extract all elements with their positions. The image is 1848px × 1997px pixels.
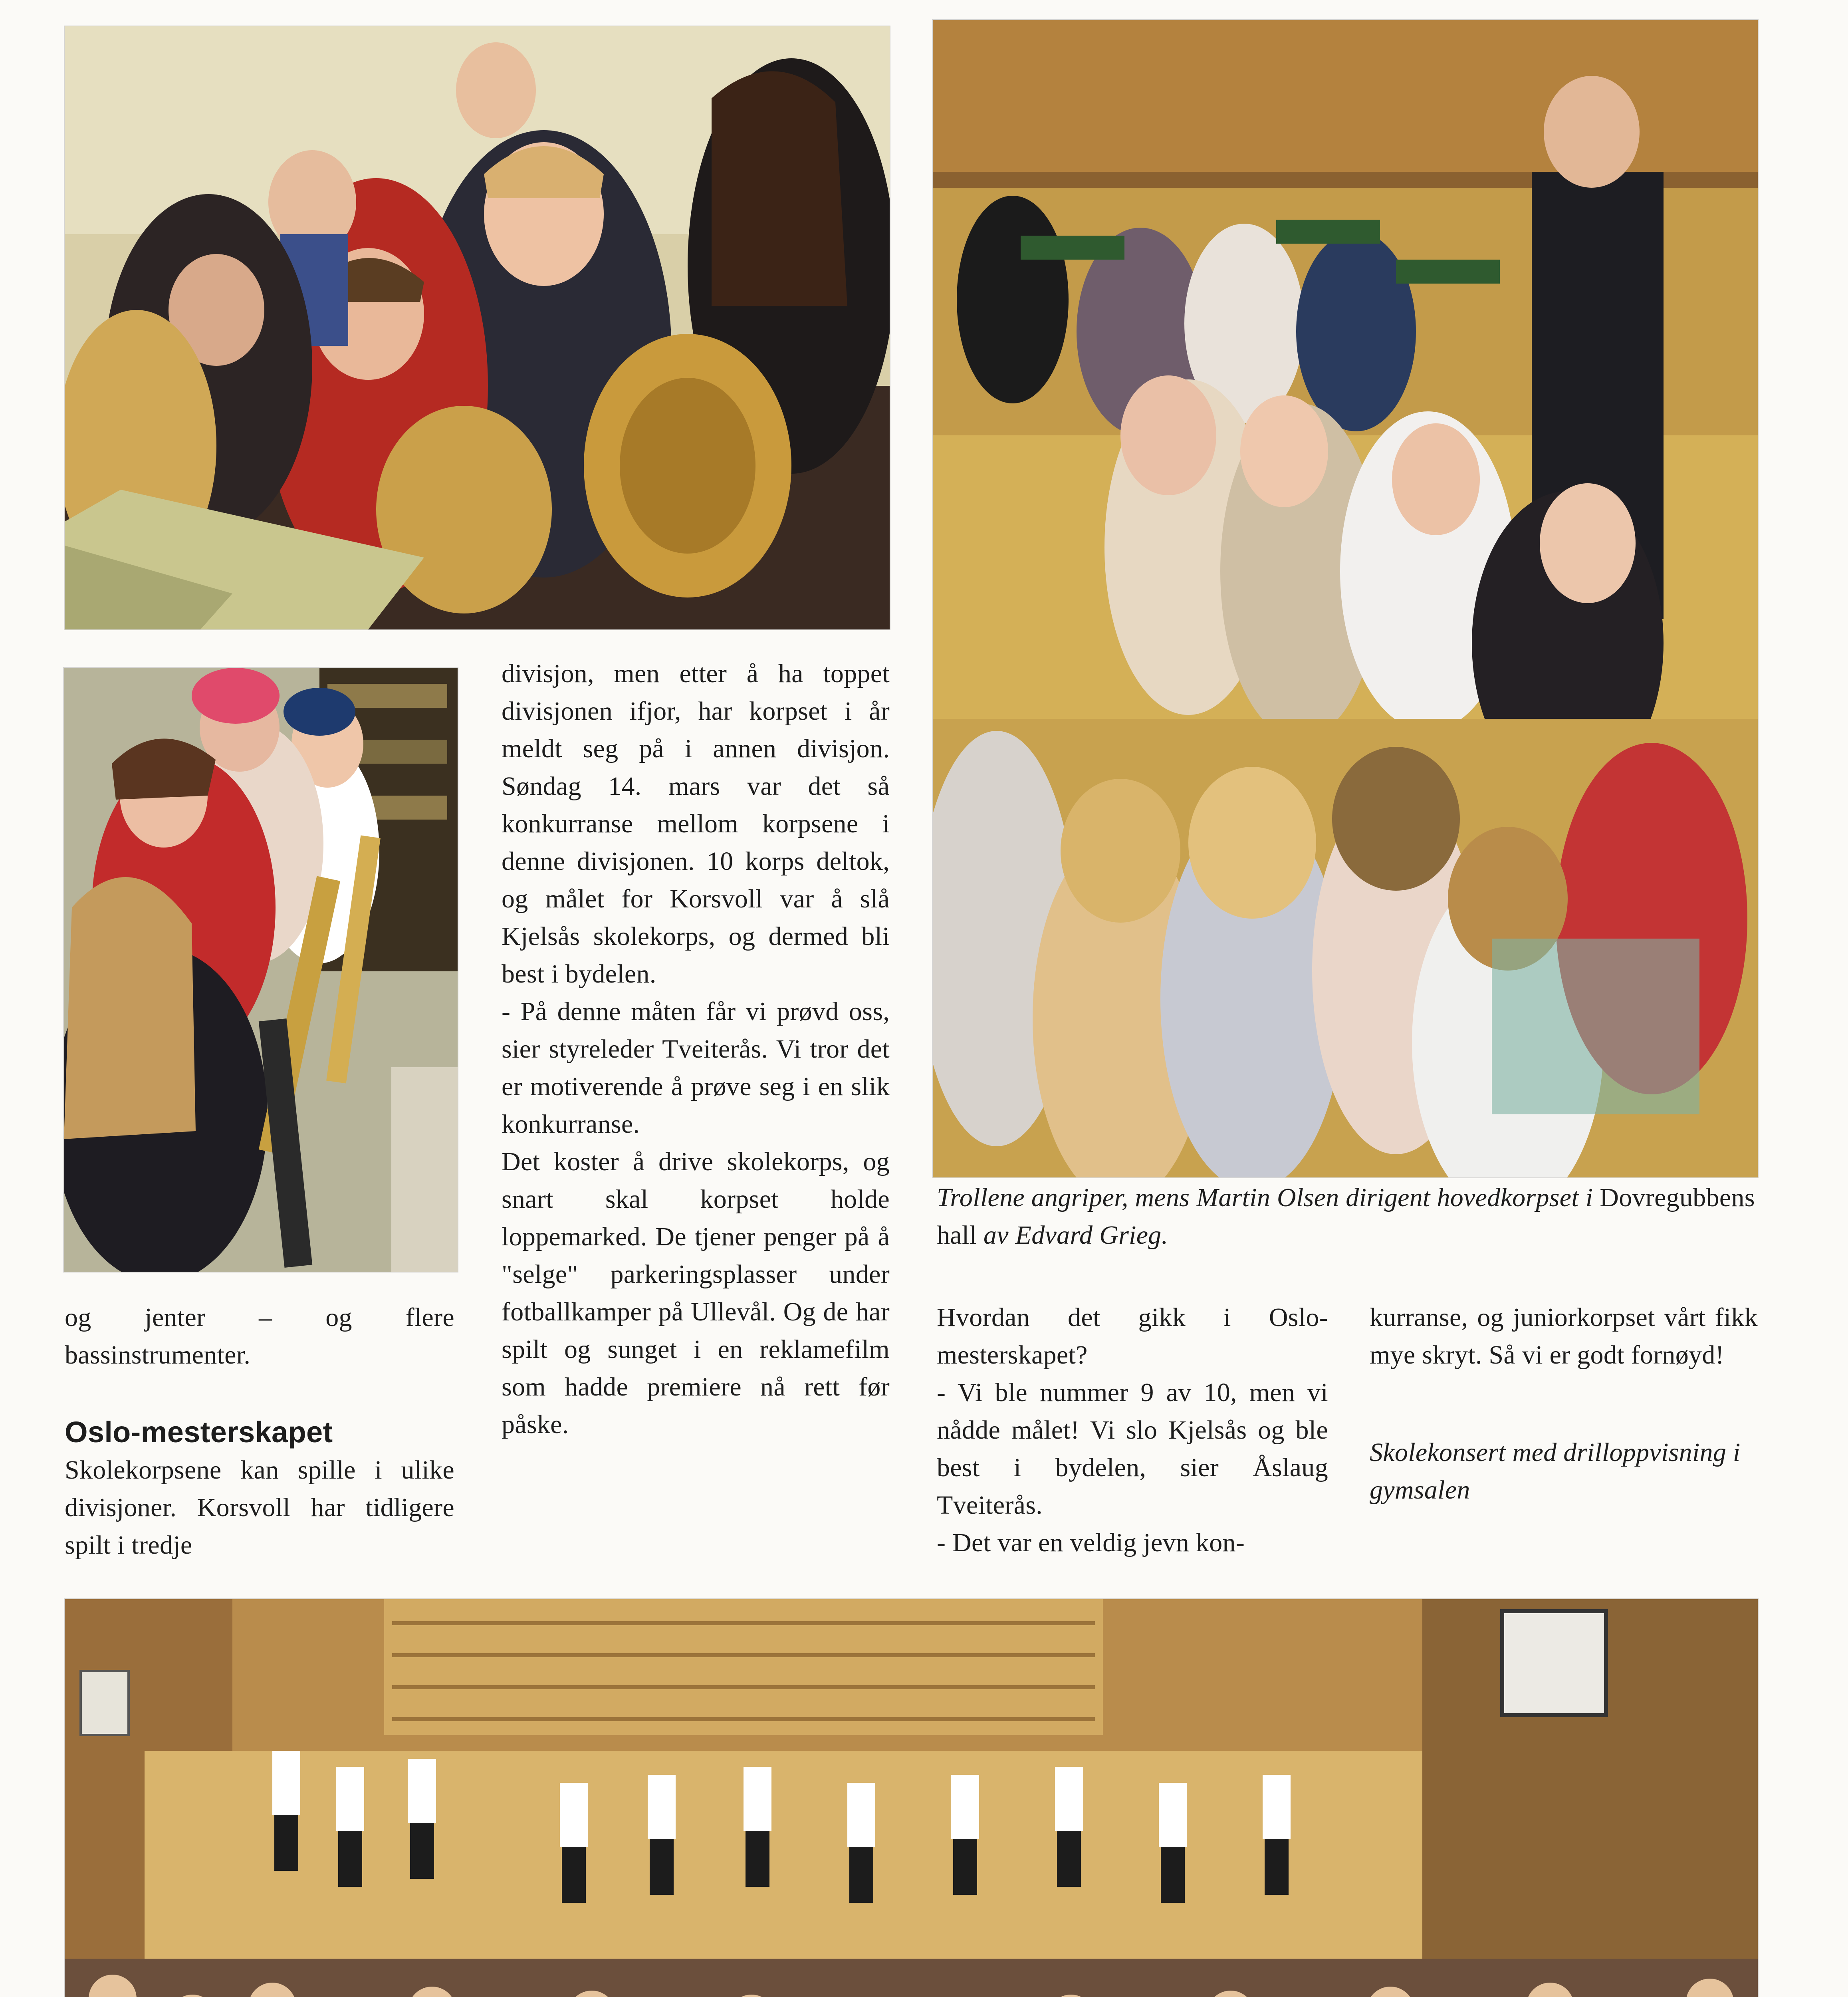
text-column-1 bbox=[65, 1299, 454, 1564]
caption-trolls bbox=[937, 1179, 1759, 1254]
text-column-4 bbox=[1370, 1299, 1758, 1509]
caption-trolls-italic-2: av Edvard Grieg. bbox=[983, 1221, 1168, 1250]
column2-quote: - På denne måten får vi prøvd oss, sier styreleder Tveiterås. Vi tror det er motiverende å prøve seg i en slik konkurranse. bbox=[502, 997, 890, 1139]
text-column-3 bbox=[937, 1299, 1328, 1562]
column1-lead: og jenter – og flere bassinstrumenter. bbox=[65, 1303, 454, 1370]
text-column-2 bbox=[502, 655, 890, 1443]
column3-question: Hvordan det gikk i Oslo-mesterskapet? bbox=[937, 1303, 1328, 1370]
caption-gym-concert: Skolekonsert med drilloppvisning i gymsalen bbox=[1370, 1438, 1741, 1505]
brass-photo-illustration bbox=[65, 26, 890, 629]
column2-paragraph: divisjon, men etter å ha toppet divisjonen ifjor, har korpset i år meldt seg på i annen divisjon. Søndag 14. mars var det så konkurranse mellom korpsene i denne divisjonen. 10 korps deltok, og målet for Korsvoll var å slå Kjelsås skolekorps, og dermed bli best i bydelen. bbox=[502, 659, 890, 989]
column3-continued: - Det var en veldig jevn kon- bbox=[937, 1528, 1245, 1557]
photo-saxophones bbox=[64, 668, 458, 1272]
section-heading: Oslo-mesterskapet bbox=[65, 1415, 333, 1449]
caption-trolls-plain: Dovregubbens hall bbox=[937, 1183, 1755, 1250]
caption-trolls-italic: Trollene angriper, mens Martin Olsen dirigent hovedkorpset i bbox=[937, 1183, 1593, 1212]
column3-answer: - Vi ble nummer 9 av 10, men vi nådde målet! Vi slo Kjelsås og ble best i bydelen, sier Åslaug Tveiterås. bbox=[937, 1378, 1328, 1520]
column2-paragraph-2: Det koster å drive skolekorps, og snart skal korpset holde loppemarked. De tjener penger på å "selge" parkeringsplasser under fotballkamper på Ullevål. Og de har spilt og sunget i en reklamefilm som hadde premiere nå rett før påske. bbox=[502, 1147, 890, 1439]
photo-gym-concert bbox=[65, 1599, 1758, 1997]
column1-paragraph: Skolekorpsene kan spille i ulike divisjoner. Korsvoll har tidligere spilt i tredje bbox=[65, 1455, 454, 1560]
trolls-photo-illustration bbox=[933, 20, 1758, 1177]
gym-photo-illustration bbox=[65, 1599, 1758, 1997]
saxophone-photo-illustration bbox=[64, 668, 458, 1272]
column4-paragraph: kurranse, og juniorkorpset vårt fikk mye skryt. Så vi er godt fornøyd! bbox=[1370, 1303, 1758, 1370]
photo-brass-section bbox=[65, 26, 890, 629]
photo-trolls-dance bbox=[933, 20, 1758, 1177]
